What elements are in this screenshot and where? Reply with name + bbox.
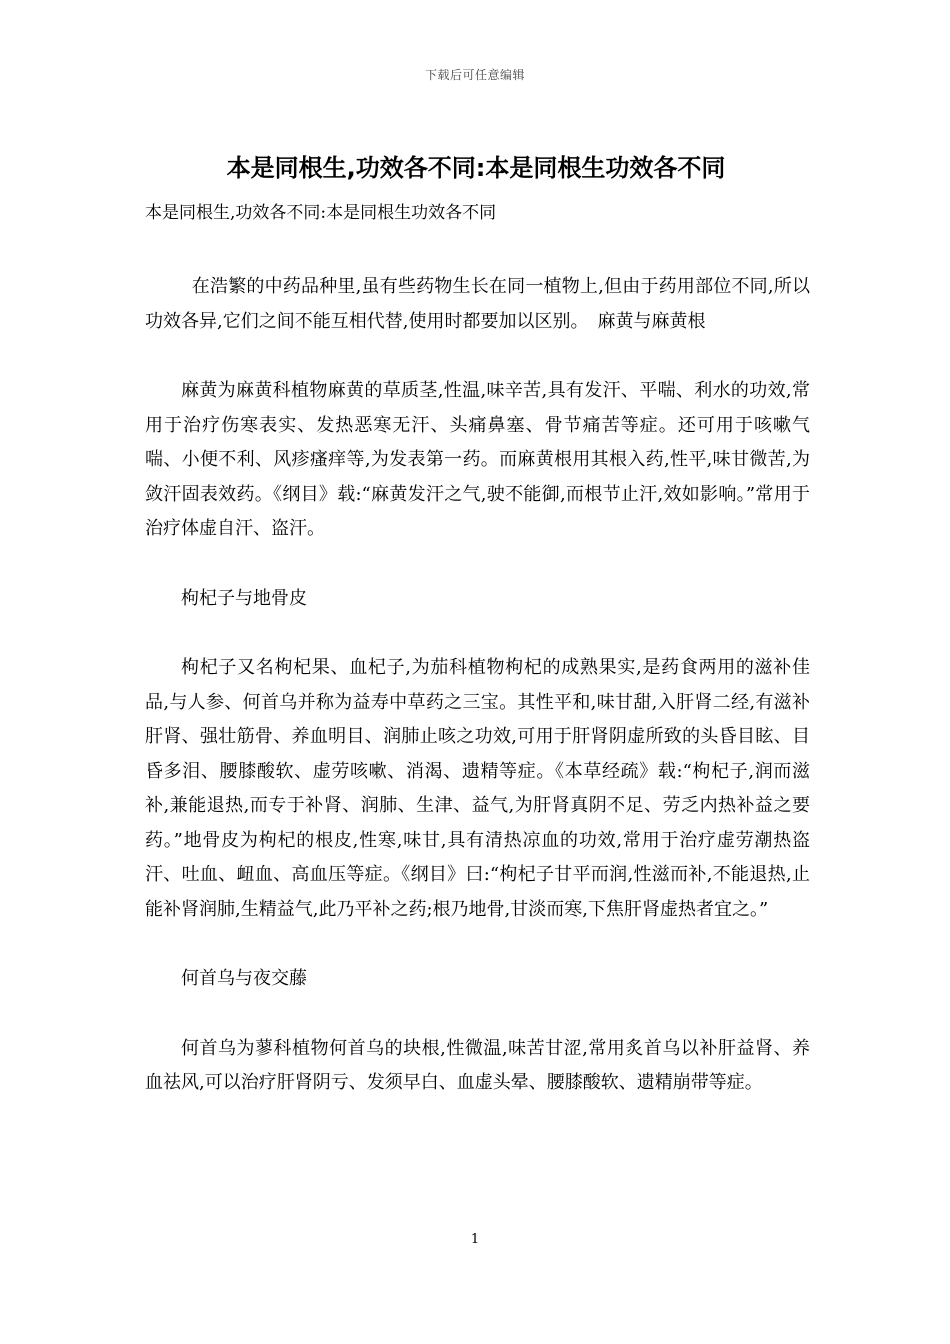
paragraph-mahuang: 麻黄为麻黄科植物麻黄的草质茎,性温,味辛苦,具有发汗、平喘、利水的功效,常用于治疗伤寒表实、发热恶寒无汗、头痛鼻塞、骨节痛苦等症。还可用于咳嗽气喘、小便不利、风疹瘙痒等,为发表第一药。而麻黄根用其根入药,性平,味甘微苦,为敛汗固表效药。《纲目》载:“麻黄发汗之气,驶不能御,而根节止汗,效如影响。”常用于治疗体虚自汗、盗汗。 [145,380,810,539]
paragraph-intro: 在浩繁的中药品种里,虽有些药物生长在同一植物上,但由于药用部位不同,所以功效各异,它们之间不能互相代替,使用时都要加以区别。 麻黄与麻黄根 [145,276,810,332]
paragraph-gouqi: 枸杞子又名枸杞果、血杞子,为茄科植物枸杞的成熟果实,是药食两用的滋补佳品,与人参、何首乌并称为益寿中草药之三宝。其性平和,味甘甜,入肝肾二经,有滋补肝肾、强壮筋骨、养血明目、润肺止咳之功效,可用于肝肾阴虚所致的头昏目眩、目昏多泪、腰膝酸软、虚劳咳嗽、消渴、遗精等症。《本草经疏》载:“枸杞子,润而滋补,兼能退热,而专于补肾、润肺、生津、益气,为肝肾真阴不足、劳乏内热补益之要药。”地骨皮为枸杞的根皮,性寒,味甘,具有清热凉血的功效,常用于治疗虚劳潮热盗汗、吐血、衄血、高血压等症。《纲目》曰:“枸杞子甘平而润,性滋而补,不能退热,止能补肾润肺,生精益气,此乃平补之药;根乃地骨,甘淡而寒,下焦肝肾虚热者宜之。” [145,657,810,920]
page-number: 1 [470,1232,480,1247]
document-subtitle: 本是同根生,功效各不同:本是同根生功效各不同 [145,203,497,223]
header-note: 下载后可任意编辑 [424,68,525,82]
section-heading-gouqi: 枸杞子与地骨皮 [181,587,307,609]
section-heading-heshouwu: 何首乌与夜交藤 [181,968,307,989]
document-title: 本是同根生,功效各不同:本是同根生功效各不同 [226,154,726,182]
paragraph-heshouwu: 何首乌为蓼科植物何首乌的块根,性微温,味苦甘涩,常用炙首乌以补肝益肾、养血祛风,可以治疗肝肾阴亏、发须早白、血虚头晕、腰膝酸软、遗精崩带等症。 [145,1037,810,1093]
body-text [145,270,810,1136]
